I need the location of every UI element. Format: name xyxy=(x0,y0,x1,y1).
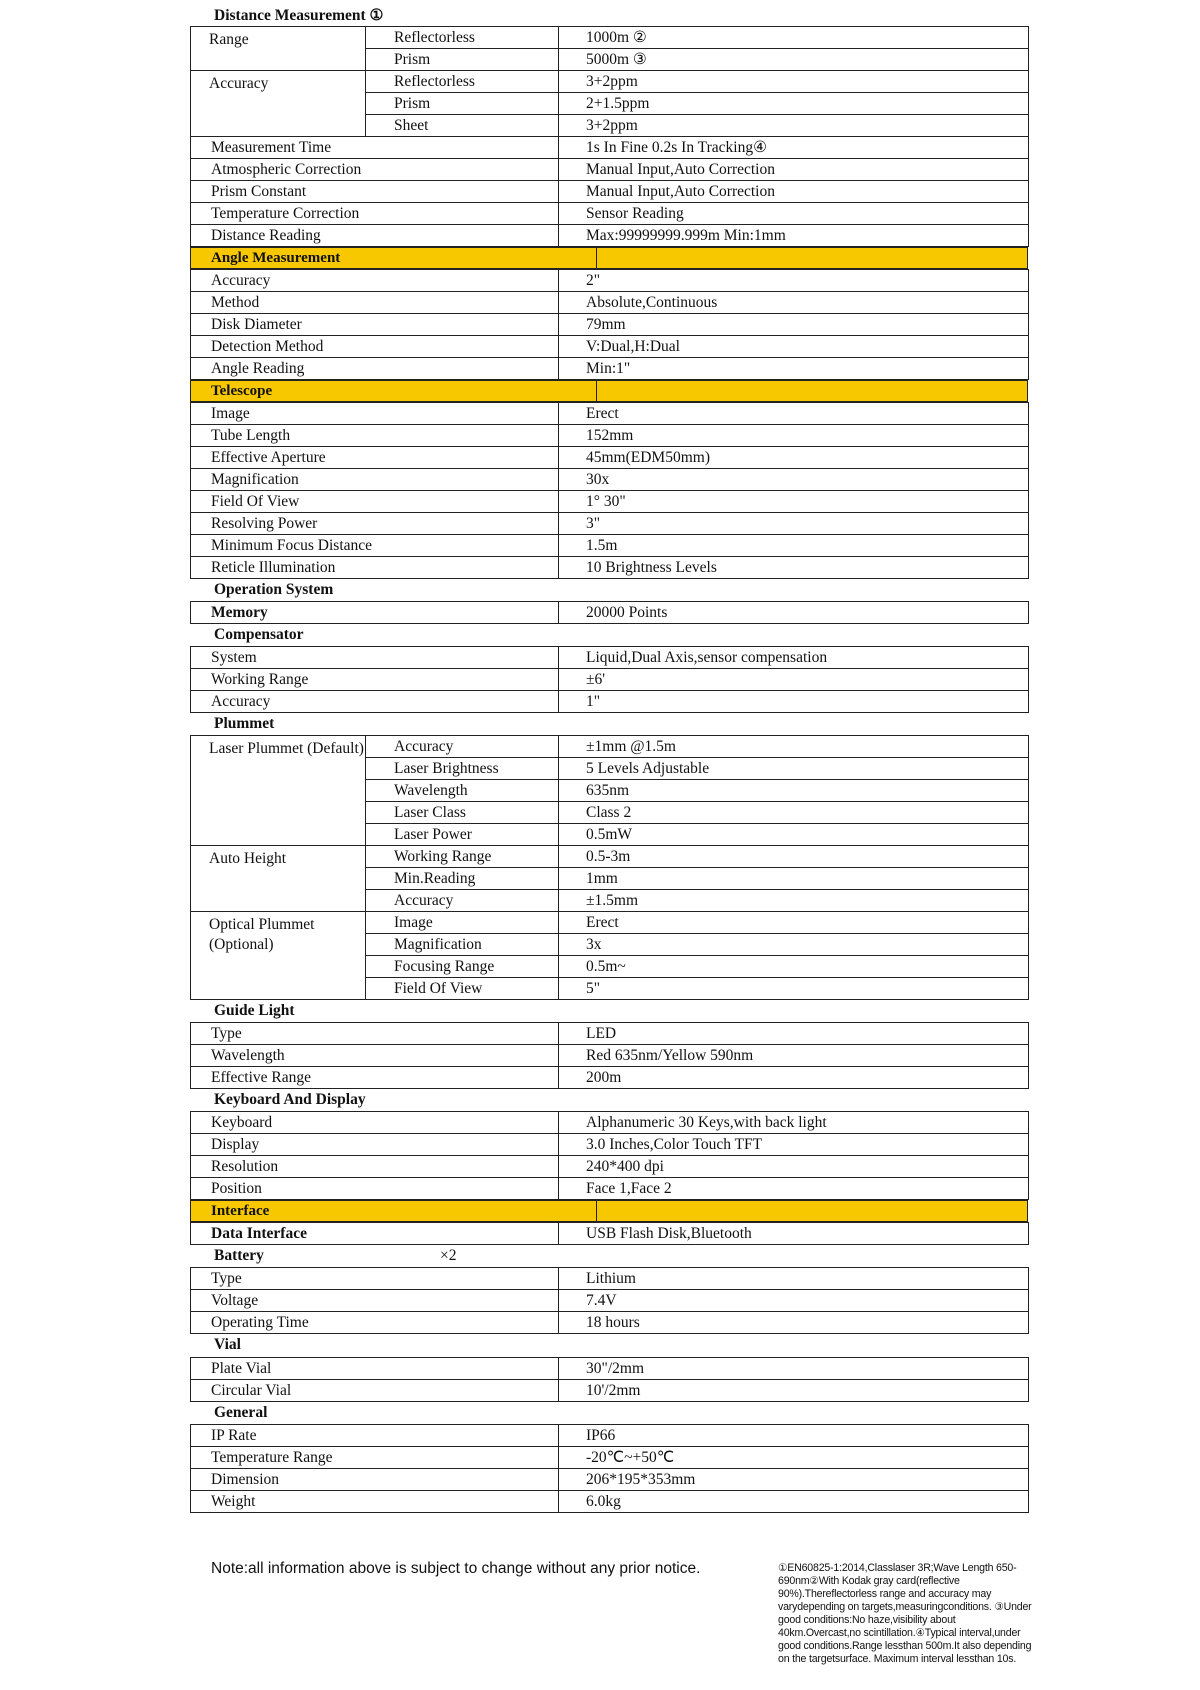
spec-value: Alphanumeric 30 Keys,with back light xyxy=(559,1112,1029,1134)
spec-label: Minimum Focus Distance xyxy=(191,535,559,557)
table-row xyxy=(191,1357,1029,1379)
spec-label: Wavelength xyxy=(191,1045,559,1067)
table-row xyxy=(191,647,1029,669)
section-title: Distance Measurement ① xyxy=(214,7,384,24)
spec-label: Distance Reading xyxy=(191,225,559,247)
table-row xyxy=(191,1178,1029,1200)
spec-label: Data Interface xyxy=(191,1223,559,1245)
table-row xyxy=(191,27,1029,49)
table-row xyxy=(191,225,1029,247)
section-interface-header xyxy=(190,1200,1028,1222)
table-row xyxy=(191,1424,1029,1446)
table-row xyxy=(191,71,1029,93)
spec-value: 30"/2mm xyxy=(559,1357,1029,1379)
spec-label: System xyxy=(191,647,559,669)
table-row xyxy=(191,1023,1029,1045)
table-row xyxy=(191,669,1029,691)
spec-value: 45mm(EDM50mm) xyxy=(559,447,1029,469)
spec-value: 3" xyxy=(559,513,1029,535)
spec-label: Display xyxy=(191,1134,559,1156)
spec-value: ±1mm @1.5m xyxy=(559,736,1029,758)
spec-label: Tube Length xyxy=(191,425,559,447)
spec-value: -20℃~+50℃ xyxy=(559,1446,1029,1468)
spec-label: Plate Vial xyxy=(191,1357,559,1379)
table-row xyxy=(191,159,1029,181)
section-general-table xyxy=(190,1424,1029,1513)
table-row xyxy=(191,557,1029,579)
section-title: Interface xyxy=(211,1203,270,1220)
table-row xyxy=(191,1379,1029,1401)
spec-value: 1° 30" xyxy=(559,491,1029,513)
section-title: Guide Light xyxy=(214,1002,295,1020)
spec-value: 79mm xyxy=(559,314,1029,336)
table-row xyxy=(191,513,1029,535)
section-compensator-header xyxy=(190,624,1028,646)
spec-value: ±6' xyxy=(559,669,1029,691)
section-title: Battery xyxy=(214,1247,264,1265)
spec-sublabel: Prism xyxy=(366,49,559,71)
spec-sublabel: Working Range xyxy=(366,846,559,868)
table-row xyxy=(191,358,1029,380)
section-guide-light-table xyxy=(190,1022,1029,1089)
table-row xyxy=(191,1446,1029,1468)
spec-label: Keyboard xyxy=(191,1112,559,1134)
spec-value: LED xyxy=(559,1023,1029,1045)
spec-label: Temperature Range xyxy=(191,1446,559,1468)
spec-value: 5 Levels Adjustable xyxy=(559,758,1029,780)
spec-value: 3+2ppm xyxy=(559,115,1029,137)
table-row xyxy=(191,912,1029,934)
spec-label: Atmospheric Correction xyxy=(191,159,559,181)
spec-sublabel: Field Of View xyxy=(366,978,559,1000)
table-row xyxy=(191,203,1029,225)
section-title: Keyboard And Display xyxy=(214,1091,366,1109)
spec-label: Resolving Power xyxy=(191,513,559,535)
spec-value: Erect xyxy=(559,912,1029,934)
spec-sublabel: Laser Class xyxy=(366,802,559,824)
table-row xyxy=(191,314,1029,336)
spec-label: Type xyxy=(191,1023,559,1045)
spec-value: Red 635nm/Yellow 590nm xyxy=(559,1045,1029,1067)
spec-label: IP Rate xyxy=(191,1424,559,1446)
table-row xyxy=(191,1045,1029,1067)
spec-value: 30x xyxy=(559,469,1029,491)
spec-label: Method xyxy=(191,292,559,314)
spec-label: Accuracy xyxy=(191,691,559,713)
section-distance-measurement-table xyxy=(190,26,1029,247)
section-operation-system-table xyxy=(190,601,1029,624)
spec-sublabel: Image xyxy=(366,912,559,934)
spec-value: Liquid,Dual Axis,sensor compensation xyxy=(559,647,1029,669)
table-row xyxy=(191,181,1029,203)
table-row xyxy=(191,1268,1029,1290)
section-plummet-header xyxy=(190,713,1028,735)
spec-value: 240*400 dpi xyxy=(559,1156,1029,1178)
spec-sheet xyxy=(190,4,1028,1513)
section-keyboard-and-display-table xyxy=(190,1111,1029,1200)
section-title: Vial xyxy=(214,1336,241,1354)
section-vial-header xyxy=(190,1334,1028,1356)
section-angle-measurement-header xyxy=(190,247,1028,269)
spec-value: Absolute,Continuous xyxy=(559,292,1029,314)
section-title: Telescope xyxy=(211,383,273,400)
spec-value: 3+2ppm xyxy=(559,71,1029,93)
section-interface-table xyxy=(190,1222,1029,1245)
table-row xyxy=(191,1067,1029,1089)
spec-value: 18 hours xyxy=(559,1312,1029,1334)
table-row xyxy=(191,403,1029,425)
spec-sublabel: Laser Brightness xyxy=(366,758,559,780)
spec-sublabel: Laser Power xyxy=(366,824,559,846)
change-notice: Note:all information above is subject to change without any prior notice. xyxy=(211,1560,701,1577)
spec-value: V:Dual,H:Dual xyxy=(559,336,1029,358)
spec-value: Min:1" xyxy=(559,358,1029,380)
spec-value: 3.0 Inches,Color Touch TFT xyxy=(559,1134,1029,1156)
table-row xyxy=(191,1290,1029,1312)
spec-value: Sensor Reading xyxy=(559,203,1029,225)
spec-value: 2" xyxy=(559,270,1029,292)
spec-value: 1000m ② xyxy=(559,27,1029,49)
spec-value: 0.5m~ xyxy=(559,956,1029,978)
table-row xyxy=(191,447,1029,469)
table-row xyxy=(191,1312,1029,1334)
spec-value: Face 1,Face 2 xyxy=(559,1178,1029,1200)
spec-value: USB Flash Disk,Bluetooth xyxy=(559,1223,1029,1245)
section-battery-header xyxy=(190,1245,1028,1267)
spec-label: Detection Method xyxy=(191,336,559,358)
spec-label: Accuracy xyxy=(191,270,559,292)
spec-sublabel: Accuracy xyxy=(366,890,559,912)
section-title: Plummet xyxy=(214,715,275,733)
spec-value: 20000 Points xyxy=(559,602,1029,624)
section-title: Operation System xyxy=(214,581,334,599)
spec-label: Temperature Correction xyxy=(191,203,559,225)
table-row xyxy=(191,137,1029,159)
spec-value: 10'/2mm xyxy=(559,1379,1029,1401)
section-distance-measurement-header xyxy=(190,4,1028,26)
spec-label: Laser Plummet (Default) xyxy=(191,736,366,846)
spec-label: Angle Reading xyxy=(191,358,559,380)
spec-label: Reticle Illumination xyxy=(191,557,559,579)
spec-value: 200m xyxy=(559,1067,1029,1089)
section-telescope-header xyxy=(190,380,1028,402)
section-aux-note: ×2 xyxy=(440,1247,457,1265)
spec-value: 0.5mW xyxy=(559,824,1029,846)
section-vial-table xyxy=(190,1357,1029,1402)
spec-sublabel: Prism xyxy=(366,93,559,115)
spec-label: Working Range xyxy=(191,669,559,691)
table-row xyxy=(191,1112,1029,1134)
spec-sublabel: Magnification xyxy=(366,934,559,956)
table-row xyxy=(191,1156,1029,1178)
spec-value: IP66 xyxy=(559,1424,1029,1446)
table-row xyxy=(191,535,1029,557)
spec-value: 10 Brightness Levels xyxy=(559,557,1029,579)
spec-label: Measurement Time xyxy=(191,137,559,159)
spec-value: Class 2 xyxy=(559,802,1029,824)
table-row xyxy=(191,1134,1029,1156)
table-row xyxy=(191,1490,1029,1512)
section-compensator-table xyxy=(190,646,1029,713)
spec-sublabel: Reflectorless xyxy=(366,71,559,93)
spec-label: Dimension xyxy=(191,1468,559,1490)
spec-value: Manual Input,Auto Correction xyxy=(559,159,1029,181)
section-guide-light-header xyxy=(190,1000,1028,1022)
section-angle-measurement-table xyxy=(190,269,1029,380)
section-keyboard-and-display-header xyxy=(190,1089,1028,1111)
spec-label: Weight xyxy=(191,1490,559,1512)
table-row xyxy=(191,425,1029,447)
table-row xyxy=(191,292,1029,314)
spec-label: Voltage xyxy=(191,1290,559,1312)
spec-value: 635nm xyxy=(559,780,1029,802)
table-row xyxy=(191,469,1029,491)
spec-value: Erect xyxy=(559,403,1029,425)
section-title: Compensator xyxy=(214,626,304,644)
spec-sublabel: Accuracy xyxy=(366,736,559,758)
spec-label: Effective Range xyxy=(191,1067,559,1089)
spec-label: Range xyxy=(191,27,366,71)
spec-label: Memory xyxy=(191,602,559,624)
spec-label: Accuracy xyxy=(191,71,366,137)
table-row xyxy=(191,1468,1029,1490)
spec-value: Max:99999999.999m Min:1mm xyxy=(559,225,1029,247)
spec-value: ±1.5mm xyxy=(559,890,1029,912)
spec-sublabel: Min.Reading xyxy=(366,868,559,890)
spec-label: Auto Height xyxy=(191,846,366,912)
spec-label: Type xyxy=(191,1268,559,1290)
table-row xyxy=(191,1223,1029,1245)
section-title: General xyxy=(214,1403,268,1421)
spec-value: 1" xyxy=(559,691,1029,713)
section-battery-table xyxy=(190,1267,1029,1334)
spec-sublabel: Focusing Range xyxy=(366,956,559,978)
section-general-header xyxy=(190,1402,1028,1424)
spec-sublabel: Wavelength xyxy=(366,780,559,802)
spec-value: 1mm xyxy=(559,868,1029,890)
section-operation-system-header xyxy=(190,579,1028,601)
spec-sublabel: Sheet xyxy=(366,115,559,137)
spec-value: 3x xyxy=(559,934,1029,956)
spec-sublabel: Reflectorless xyxy=(366,27,559,49)
table-row xyxy=(191,691,1029,713)
spec-value: 1s In Fine 0.2s In Tracking④ xyxy=(559,137,1029,159)
spec-value: 5000m ③ xyxy=(559,49,1029,71)
section-title: Angle Measurement xyxy=(211,250,341,267)
section-plummet-table xyxy=(190,735,1029,1000)
spec-label: Effective Aperture xyxy=(191,447,559,469)
spec-label: Optical Plummet (Optional) xyxy=(191,912,366,1000)
spec-value: 206*195*353mm xyxy=(559,1468,1029,1490)
spec-label: Operating Time xyxy=(191,1312,559,1334)
spec-label: Disk Diameter xyxy=(191,314,559,336)
table-row xyxy=(191,270,1029,292)
spec-value: 2+1.5ppm xyxy=(559,93,1029,115)
spec-value: Manual Input,Auto Correction xyxy=(559,181,1029,203)
spec-value: 5" xyxy=(559,978,1029,1000)
spec-value: 0.5-3m xyxy=(559,846,1029,868)
spec-label: Resolution xyxy=(191,1156,559,1178)
spec-label: Position xyxy=(191,1178,559,1200)
spec-value: 7.4V xyxy=(559,1290,1029,1312)
footnotes: ①EN60825-1:2014,Classlaser 3R;Wave Length 650-690nm②With Kodak gray card(reflective 90%).Thereflectorless range and accuracy may varydepending on targets,measuringconditions. ③Under good conditions:No haze,visibility about 40km.Overcast,no scintillation.④Typical interval,under good conditions.Range lessthan 500m.It also depending on the targetsurface. Maximum interval lessthan 10s. xyxy=(778,1562,1032,1665)
table-row xyxy=(191,846,1029,868)
spec-value: Lithium xyxy=(559,1268,1029,1290)
table-row xyxy=(191,602,1029,624)
spec-label: Circular Vial xyxy=(191,1379,559,1401)
spec-label: Field Of View xyxy=(191,491,559,513)
table-row xyxy=(191,736,1029,758)
spec-value: 6.0kg xyxy=(559,1490,1029,1512)
spec-label: Magnification xyxy=(191,469,559,491)
section-telescope-table xyxy=(190,402,1029,579)
spec-label: Image xyxy=(191,403,559,425)
spec-value: 1.5m xyxy=(559,535,1029,557)
spec-label: Prism Constant xyxy=(191,181,559,203)
table-row xyxy=(191,491,1029,513)
table-row xyxy=(191,336,1029,358)
spec-value: 152mm xyxy=(559,425,1029,447)
